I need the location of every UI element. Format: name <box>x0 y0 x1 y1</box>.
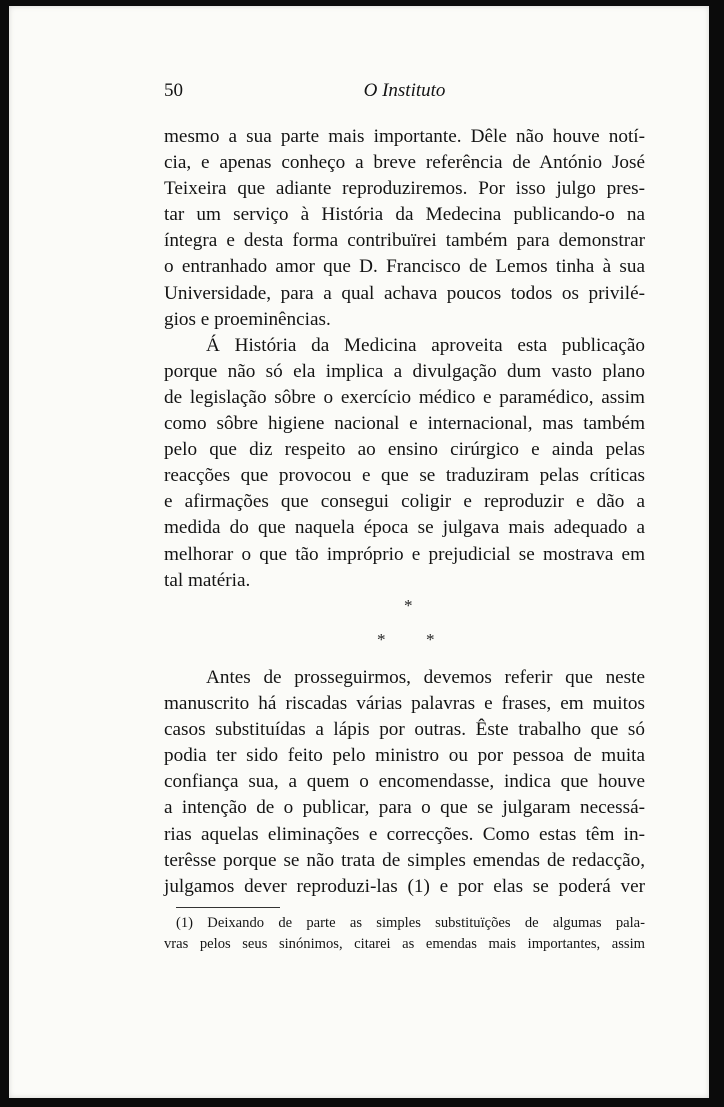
text-line: tar um serviço à História da Medecina publicando-o na <box>164 204 645 226</box>
footnote <box>164 913 645 955</box>
text-line: Universidade, para a qual achava poucos todos os privilé- <box>164 282 645 304</box>
text-line: Teixeira que adiante reproduziremos. Por isso julgo pres- <box>164 178 645 200</box>
text-line: tal matéria. <box>164 569 251 591</box>
text-line: de legislação sôbre o exercício médico e paramédico, assim <box>164 386 645 408</box>
separator-star: * <box>426 630 435 649</box>
body-text-top <box>164 124 645 594</box>
text-line: Antes de prosseguirmos, devemos referir que neste <box>206 667 645 688</box>
paragraph-2 <box>164 333 645 594</box>
text-line: porque não só ela implica a divulgação dum vasto plano <box>164 360 645 382</box>
text-line: julgamos dever reproduzi-las (1) e por elas se poderá ver <box>164 875 645 897</box>
text-line: pelo que diz respeito ao ensino cirúrgico e ainda pelas <box>164 439 645 461</box>
page-number: 50 <box>164 80 183 101</box>
text-line: gios e proeminências. <box>164 308 331 330</box>
text-line: e afirmações que consegui coligir e reproduzir e dão a <box>164 491 645 513</box>
text-line: rias aquelas eliminações e correcções. Como estas têm in- <box>164 823 645 845</box>
separator-star: * <box>377 630 386 649</box>
text-line: casos substituídas a lápis por outras. Êste trabalho que só <box>164 719 645 741</box>
footnote-rule <box>176 907 280 908</box>
text-line: podia ter sido feito pelo ministro ou por pessoa de muita <box>164 745 645 767</box>
text-line: o entranhado amor que D. Francisco de Lemos tinha à sua <box>164 256 645 278</box>
footnote-line: (1) Deixando de parte as simples substituïções de algumas pala- <box>176 915 645 931</box>
text-line: íntegra e desta forma contribuïrei também para demonstrar <box>164 230 645 252</box>
text-line: reacções que provocou e que se traduziram pelas críticas <box>164 465 645 487</box>
text-line: terêsse porque se não trata de simples emendas de redacção, <box>164 849 645 871</box>
text-line: Á História da Medicina aproveita esta publicação <box>206 334 645 356</box>
text-line: como sôbre higiene nacional e internacional, mas também <box>164 413 645 435</box>
footnote-line: vras pelos seus sinónimos, citarei as emendas mais importantes, assim <box>164 936 645 952</box>
paragraph-1 <box>164 124 645 333</box>
text-line: confiança sua, a quem o encomendasse, indica que houve <box>164 771 645 793</box>
body-text-bottom <box>164 665 645 900</box>
text-line: cia, e apenas conheço a breve referência de António José <box>164 152 645 174</box>
text-line: manuscrito há riscadas várias palavras e frases, em muitos <box>164 693 645 715</box>
running-title: O Instituto <box>363 80 446 101</box>
separator-star: * <box>404 596 413 615</box>
text-line: a intenção de o publicar, para o que se julgaram necessá- <box>164 797 645 819</box>
text-line: melhorar o que tão impróprio e prejudicial se mostrava em <box>164 543 645 565</box>
paragraph-3 <box>164 665 645 900</box>
page-header <box>164 80 645 110</box>
text-line: medida do que naquela época se julgava mais adequado a <box>164 517 645 539</box>
text-line: mesmo a sua parte mais importante. Dêle não houve notí- <box>164 126 645 147</box>
